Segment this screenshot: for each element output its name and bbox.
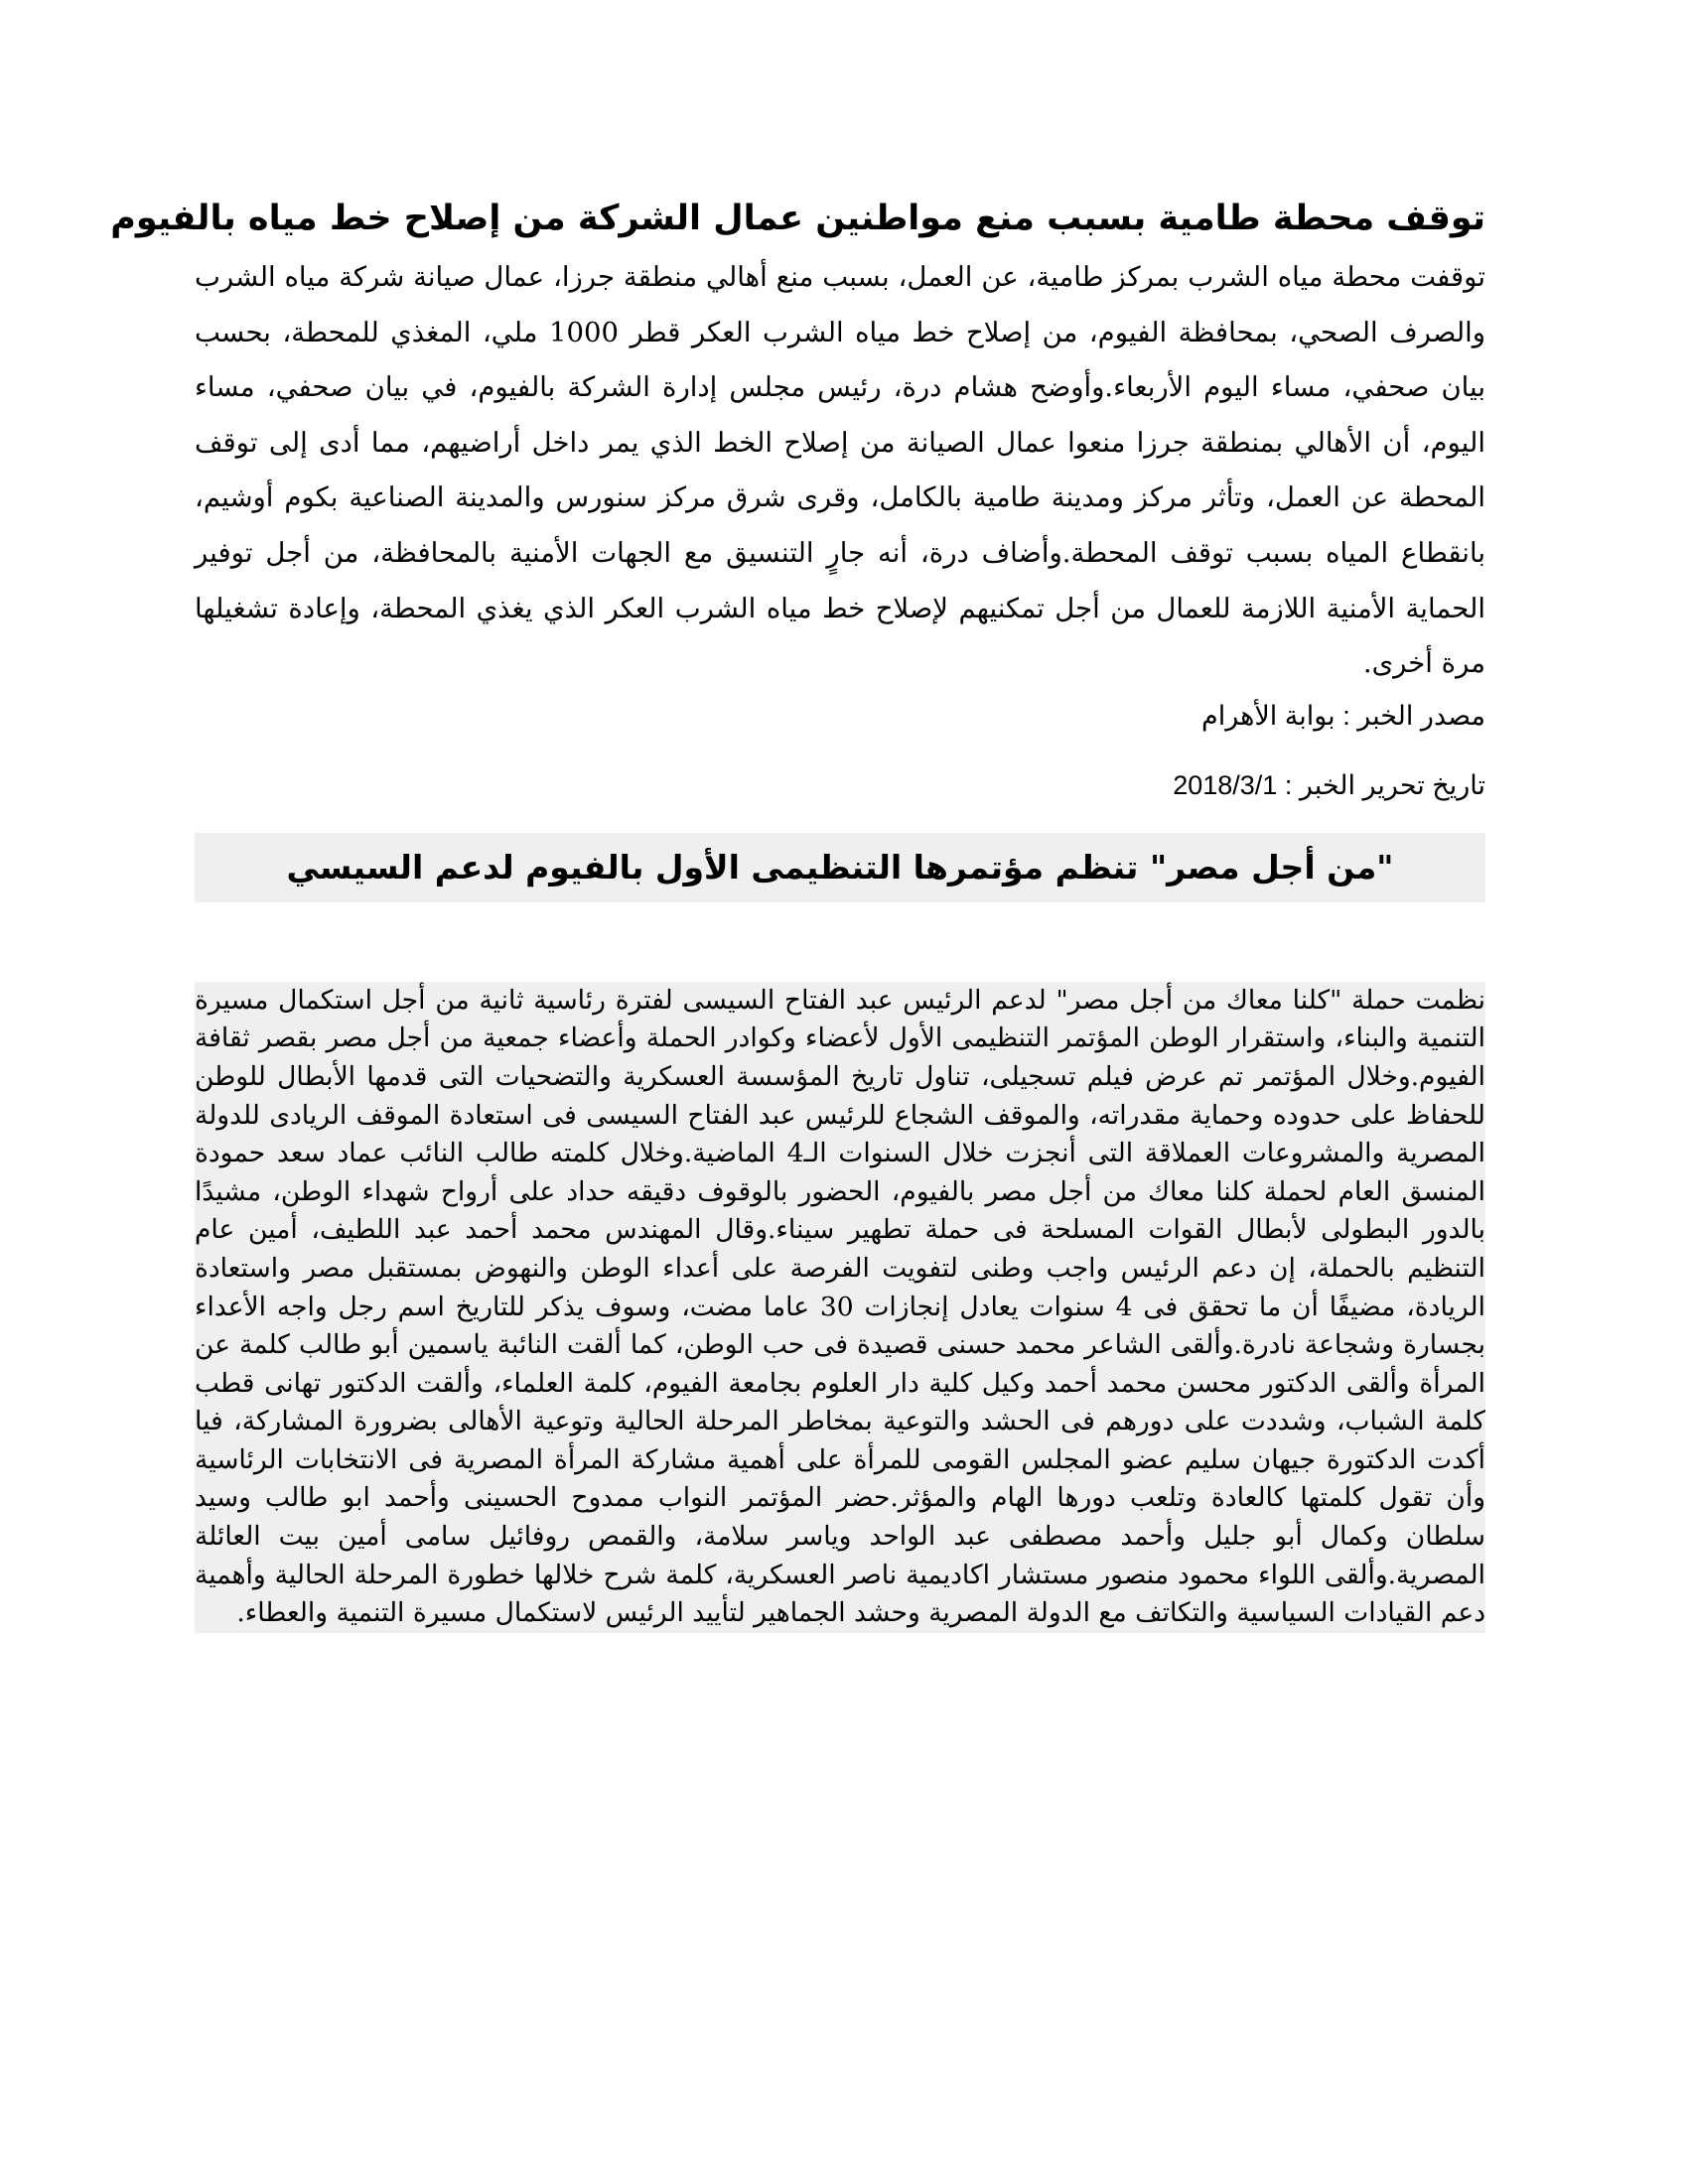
article-1-date: تاريخ تحرير الخبر : 2018/3/1 — [1173, 769, 1485, 800]
article-1-source: مصدر الخبر : بوابة الأهرام — [1200, 700, 1485, 731]
article-2-title-band — [195, 833, 1485, 902]
article-2-body: نظمت حملة "كلنا معاك من أجل مصر" لدعم الرئيس عبد الفتاح السيسى لفترة رئاسية ثانية من أجل استكمال مسيرة التنمية والبناء، واستقرار الوطن المؤتمر التنظيمى الأول لأعضاء وكوادر الحملة وأعضاء جمعية من أجل مصر بقصر ثقافة الفيوم.وخلال المؤتمر تم عرض فيلم تسجيلى، تناول تاريخ المؤسسة العسكرية والتضحيات التى قدمها الأبطال للوطن للحفاظ على حدوده وحماية مقدراته، والموقف الشجاع للرئيس عبد الفتاح السيسى فى استعادة الموقف الريادى للدولة المصرية والمشروعات العملاقة التى أنجزت خلال السنوات الـ4 الماضية.وخلال كلمته طالب النائب عماد سعد حمودة المنسق العام لحملة كلنا معاك من أجل مصر بالفيوم، الحضور بالوقوف دقيقه حداد على أرواح شهداء الوطن، مشيدًا بالدور البطولى لأبطال القوات المسلحة فى حملة تطهير سيناء.وقال المهندس محمد أحمد عبد اللطيف، أمين عام التنظيم بالحملة، إن دعم الرئيس واجب وطنى لتفويت الفرصة على أعداء الوطن والنهوض بمستقبل مصر واستعادة الريادة، مضيفًا أن ما تحقق فى 4 سنوات يعادل إنجازات 30 عاما مضت، وسوف يذكر للتاريخ اسم رجل واجه الأعداء بجسارة وشجاعة نادرة.وألقى الشاعر محمد حسنى قصيدة فى حب الوطن، كما ألقت النائبة ياسمين أبو طالب كلمة عن المرأة وألقى الدكتور محسن محمد أحمد وكيل كلية دار العلوم بجامعة الفيوم، كلمة العلماء، وألقت الدكتور تهانى قطب كلمة الشباب، وشددت على دورهم فى الحشد والتوعية بمخاطر المرحلة الحالية وتوعية الأهالى بضرورة المشاركة، فيا أكدت الدكتورة جيهان سليم عضو المجلس القومى للمرأة على أهمية مشاركة المرأة المصرية فى الانتخابات الرئاسية وأن تقول كلمتها كالعادة وتلعب دورها الهام والمؤثر.حضر المؤتمر النواب ممدوح الحسينى وأحمد ابو طالب وسيد سلطان وكمال أبو جليل وأحمد مصطفى عبد الواحد وياسر سلامة، والقمص روفائيل سامى أمين بيت العائلة المصرية.وألقى اللواء محمود منصور مستشار اكاديمية ناصر العسكرية، كلمة شرح خلالها خطورة المرحلة الحالية وأهمية دعم القيادات السياسية والتكاتف مع الدولة المصرية وحشد الجماهير لتأييد الرئيس لاستكمال مسيرة التنمية والعطاء. — [195, 982, 1485, 1633]
article-1-title: توقف محطة طامية بسبب منع مواطنين عمال الشركة من إصلاح خط مياه بالفيوم — [110, 199, 1485, 238]
article-1-body: توقفت محطة مياه الشرب بمركز طامية، عن العمل، بسبب منع أهالي منطقة جرزا، عمال صيانة شركة مياه الشرب والصرف الصحي، بمحافظة الفيوم، من إصلاح خط مياه الشرب العكر قطر 1000 ملي، المغذي للمحطة، بحسب بيان صحفي، مساء اليوم الأربعاء.وأوضح هشام درة، رئيس مجلس إدارة الشركة بالفيوم، في بيان صحفي، مساء اليوم، أن الأهالي بمنطقة جرزا منعوا عمال الصيانة من إصلاح الخط الذي يمر داخل أراضيهم، مما أدى إلى توقف المحطة عن العمل، وتأثر مركز ومدينة طامية بالكامل، وقرى شرق مركز سنورس والمدينة الصناعية بكوم أوشيم، بانقطاع المياه بسبب توقف المحطة.وأضاف درة، أنه جارٍ التنسيق مع الجهات الأمنية بالمحافظة، من أجل توفير الحماية الأمنية اللازمة للعمال من أجل تمكنيهم لإصلاح خط مياه الشرب العكر الذي يغذي المحطة، وإعادة تشغيلها مرة أخرى. — [195, 261, 1485, 680]
article-2-title: "من أجل مصر" تنظم مؤتمرها التنظيمى الأول بالفيوم لدعم السيسي — [286, 848, 1394, 887]
document-page — [110, 187, 1485, 1633]
